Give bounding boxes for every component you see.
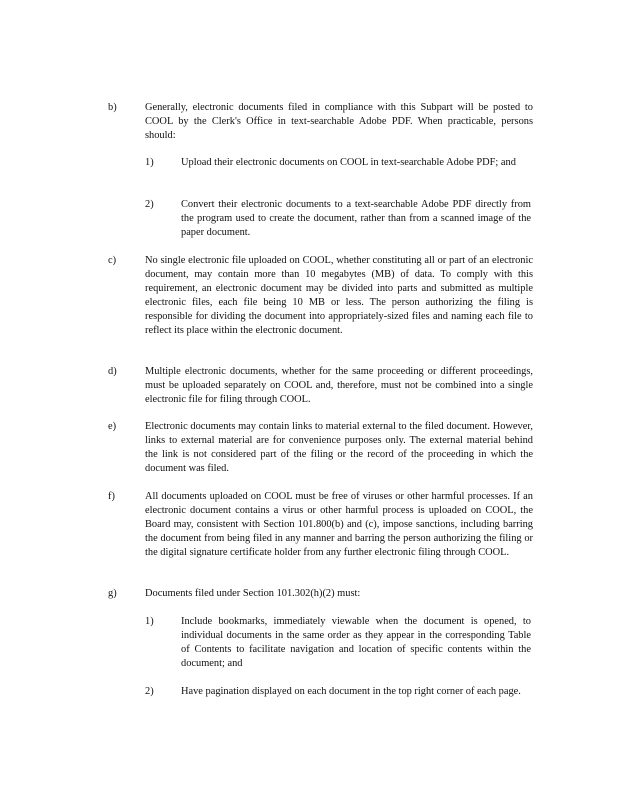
paragraph-text: Include bookmarks, immediately viewable when the document is opened, to individual documents in the same order as they appear in the corresponding Table of Contents to facilitate navigation and location of specific contents within the document; and <box>181 616 531 669</box>
paragraph-label: c) <box>108 255 117 266</box>
paragraph-text: Generally, electronic documents filed in compliance with this Subpart will be posted to COOL by the Clerk's Office in text-searchable Adobe PDF. When practicable, persons should: <box>145 102 533 141</box>
paragraph-label: 1) <box>145 616 154 627</box>
paragraph-text: Multiple electronic documents, whether for the same proceeding or different proceedings, must be uploaded separately on COOL and, therefore, must not be combined into a single electronic file for filing through COOL. <box>145 366 533 405</box>
paragraph-label: b) <box>108 102 117 113</box>
paragraph-label: f) <box>108 491 115 502</box>
paragraph-label: 1) <box>145 157 154 168</box>
paragraph-text: Have pagination displayed on each document in the top right corner of each page. <box>181 686 521 697</box>
paragraph-text: Electronic documents may contain links to material external to the filed document. However, links to external material are for convenience purposes only. The external material behind the link is not considered part of the filing or the record of the proceeding in which the document was filed. <box>145 421 533 474</box>
paragraph-label: e) <box>108 421 117 432</box>
paragraph-text: All documents uploaded on COOL must be free of viruses or other harmful processes. If an electronic document contains a virus or other harmful process is uploaded on COOL, the Board may, consistent with Section 101.800(b) and (c), impose sanctions, including barring the document from being filed in any manner and barring the person authorizing the filing or the digital signature certificate holder from any further electronic filing through COOL. <box>145 491 533 558</box>
paragraph-label: d) <box>108 366 117 377</box>
paragraph-label: 2) <box>145 199 154 210</box>
paragraph-text: No single electronic file uploaded on COOL, whether constituting all or part of an electronic document, may contain more than 10 megabytes (MB) of data. To comply with this requirement, an electronic document may be divided into parts and submitted as multiple electronic files, each file being 10 MB or less. The person authorizing the filing is responsible for dividing the document into appropriately-sized files and naming each file to reflect its place within the electronic document. <box>145 255 533 336</box>
paragraph-text: Documents filed under Section 101.302(h)(2) must: <box>145 588 361 599</box>
paragraph-text: Convert their electronic documents to a text-searchable Adobe PDF directly from the program used to create the document, rather than from a scanned image of the paper document. <box>181 199 531 238</box>
paragraph-text: Upload their electronic documents on COOL in text-searchable Adobe PDF; and <box>181 157 516 168</box>
paragraph-label: g) <box>108 588 117 599</box>
paragraph-label: 2) <box>145 686 154 697</box>
